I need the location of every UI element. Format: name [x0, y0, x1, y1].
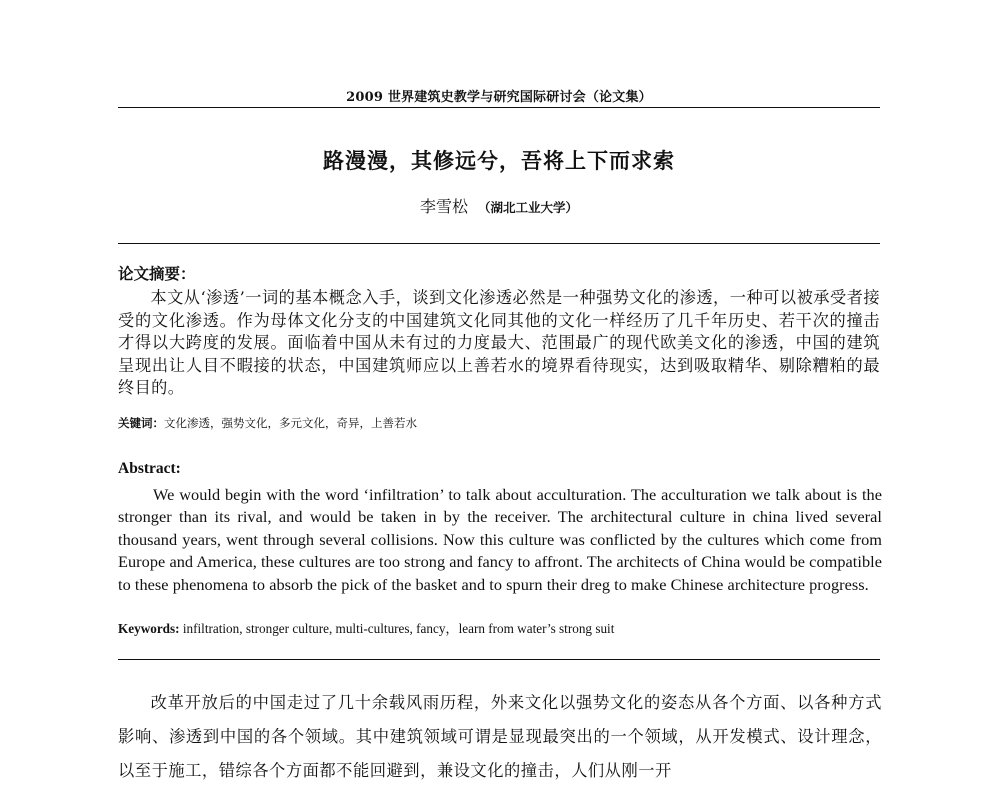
keywords-cn-label: 关键词：	[118, 416, 164, 430]
body-paragraph: 改革开放后的中国走过了几十余载风雨历程，外来文化以强势文化的姿态从各个方面、以各种方式影响、渗透到中国的各个领域。其中建筑领域可谓是显现最突出的一个领域，从开发模式、设计理念，以至于施工，错综各个方面都不能回避到，兼设文化的撞击，人们从刚一开	[118, 693, 882, 780]
abstract-cn-text: 本文从‘渗透’一词的基本概念入手，谈到文化渗透必然是一种强势文化的渗透，一种可以被承受者接受的文化渗透。作为母体文化分支的中国建筑文化同其他的文化一样经历了几千年历史、若干次的撞击才得以大跨度的发展。面临着中国从未有过的力度最大、范围最广的现代欧美文化的渗透，中国的建筑呈现出让人目不暇接的状态，中国建筑师应以上善若水的境界看待现实，达到吸取精华、剔除糟粕的最终目的。	[118, 288, 880, 398]
abstract-en-label: Abstract:	[118, 460, 181, 477]
keywords-cn	[118, 415, 880, 431]
abstract-rule	[118, 659, 880, 660]
keywords-en-label: Keywords:	[118, 621, 180, 636]
author-affiliation: （湖北工业大学）	[478, 200, 579, 215]
title-block-rule	[118, 243, 880, 244]
abstract-en-text: We would begin with the word ‘infiltration’ to talk about acculturation. The acculturation we talk about is the stronger than its rival, and would be taken in by the receiver. The architectural culture in china lived several thousand years, went through several collisions. Now this culture was conflicted by the cultures which come from Europe and America, these cultures are too strong and fancy to affront. The architects of China would be compatible to these phenomena to absorb the pick of the basket and to spurn their dreg to make Chinese architecture progress.	[118, 485, 882, 594]
running-header: 2009 世界建筑史教学与研究国际研讨会（论文集）	[346, 90, 652, 105]
keywords-en-list: infiltration, stronger culture, multi-cultures, fancy，learn from water’s strong suit	[182, 621, 615, 636]
abstract-cn-label: 论文摘要：	[118, 264, 196, 283]
keywords-en	[118, 618, 880, 637]
paper-title: 路漫漫，其修远兮，吾将上下而求索	[323, 148, 675, 173]
author-line	[118, 194, 880, 217]
author-name: 李雪松	[419, 197, 468, 216]
header-rule	[118, 107, 880, 108]
keywords-cn-list: 文化渗透，强势文化，多元文化，奇异，上善若水	[164, 416, 417, 430]
